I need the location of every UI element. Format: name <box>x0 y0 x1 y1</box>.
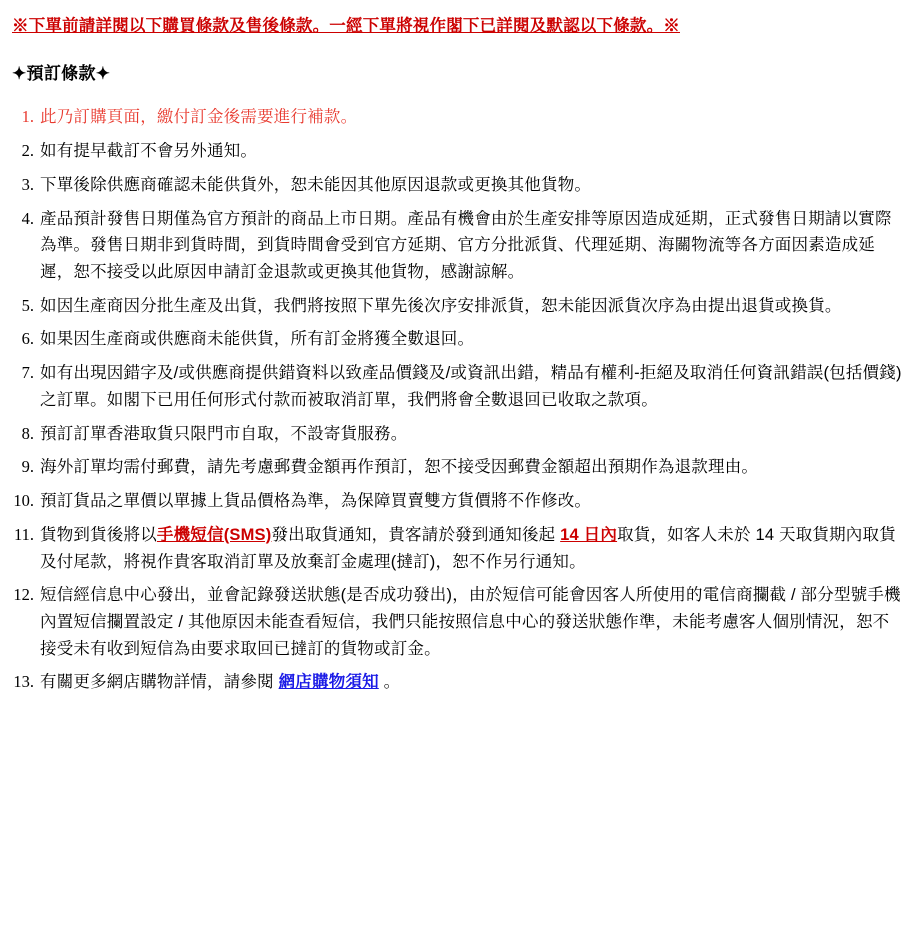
term-number: 8. <box>21 423 34 443</box>
term-number: 7. <box>21 363 34 383</box>
term-number: 4. <box>21 208 34 228</box>
term-text: 預訂訂單香港取貨只限門市自取，不設寄貨服務。 <box>40 424 408 443</box>
term-text: 如因生產商因分批生產及出貨，我們將按照下單先後次序安排派貨，恕未能因派貨次序為由提出退貨或換貨。 <box>40 296 842 315</box>
term-item <box>10 522 903 575</box>
term-text: 如有出現因錯字及/或供應商提供錯資料以致產品價錢及/或資訊出錯，精品有權利-拒絕及取消任何資訊錯誤(包括價錢) 之訂單。如閣下已用任何形式付款而被取消訂單，我們將會全數退回已收取之款項。 <box>40 364 902 409</box>
term-number: 3. <box>21 174 34 194</box>
term-text: 下單後除供應商確認未能供貨外，恕未能因其他原因退款或更換其他貨物。 <box>40 175 592 194</box>
term-number: 5. <box>21 295 34 315</box>
emphasis-text: 14 日內 <box>560 525 618 544</box>
term-text-fragment: 。 <box>378 673 401 692</box>
term-text-fragment: 有關更多網店購物詳情，請參閱 <box>40 673 279 692</box>
term-item <box>10 421 903 448</box>
terms-list <box>10 104 903 696</box>
term-number: 11. <box>13 524 34 544</box>
term-text: 產品預計發售日期僅為官方預計的商品上市日期。產品有機會由於生產安排等原因造成延期，正式發售日期請以實際為準。發售日期非到貨時間，到貨時間會受到官方延期、官方分批派貨、代理延期、海關物流等各方面因素造成延遲，恕不接受以此原因申請訂金退款或更換其他貨物，感謝諒解。 <box>40 209 892 282</box>
term-number: 13. <box>13 672 34 692</box>
term-number: 9. <box>21 457 34 477</box>
term-text: 如有提早截訂不會另外通知。 <box>40 142 258 161</box>
term-number: 10. <box>13 491 34 511</box>
term-text: 此乃訂購頁面，繳付訂金後需要進行補款。 <box>40 108 358 127</box>
shop-guide-link[interactable]: 網店購物須知 <box>278 673 379 692</box>
term-number: 6. <box>21 329 34 349</box>
term-text <box>40 669 903 696</box>
term-text: 短信經信息中心發出，並會記錄發送狀態(是否成功發出)，由於短信可能會因客人所使用的電信商攔截 / 部分型號手機內置短信攔置設定 / 其他原因未能查看短信，我們只能按照信息中心的發送狀態作準，未能考慮客人個別情況，恕不接受未有收到短信為由要求取回已撻訂的貨物或訂金。 <box>40 586 901 658</box>
term-number: 2. <box>21 141 34 161</box>
section-title-preorder-terms: ✦預訂條款✦ <box>12 64 111 84</box>
term-item <box>10 293 903 320</box>
term-item <box>10 669 903 696</box>
term-item <box>10 488 903 515</box>
term-text: 預訂貨品之單價以單據上貨品價格為準，為保障買賣雙方貨價將不作修改。 <box>40 492 592 511</box>
term-item <box>10 360 903 413</box>
term-text <box>40 522 903 575</box>
term-item <box>10 138 903 165</box>
term-text-fragment: 取貨，如客人未於 14 天取貨期內取貨及付尾款，將視作貴客取消訂單及放棄訂金處理(撻訂)，恕不作另行通知。 <box>40 525 896 571</box>
term-text: 海外訂單均需付郵費，請先考慮郵費金額再作預訂，恕不接受因郵費金額超出預期作為退款理由。 <box>40 458 759 477</box>
emphasis-text: 手機短信(SMS) <box>156 525 272 544</box>
term-text: 如果因生產商或供應商未能供貨，所有訂金將獲全數退回。 <box>40 330 475 349</box>
term-item <box>10 206 903 286</box>
term-item <box>10 172 903 199</box>
term-number: 1. <box>21 107 34 127</box>
term-item <box>10 104 903 131</box>
term-item <box>10 326 903 353</box>
term-item <box>10 582 903 662</box>
term-item <box>10 454 903 481</box>
purchase-notice-banner: ※下單前請詳閱以下購買條款及售後條款。一經下單將視作閣下已詳閱及默認以下條款。※ <box>12 17 680 35</box>
term-number: 12. <box>13 585 34 605</box>
term-text-fragment: 發出取貨通知，貴客請於發到通知後起 <box>271 525 561 544</box>
term-text-fragment: 貨物到貨後將以 <box>40 525 157 544</box>
